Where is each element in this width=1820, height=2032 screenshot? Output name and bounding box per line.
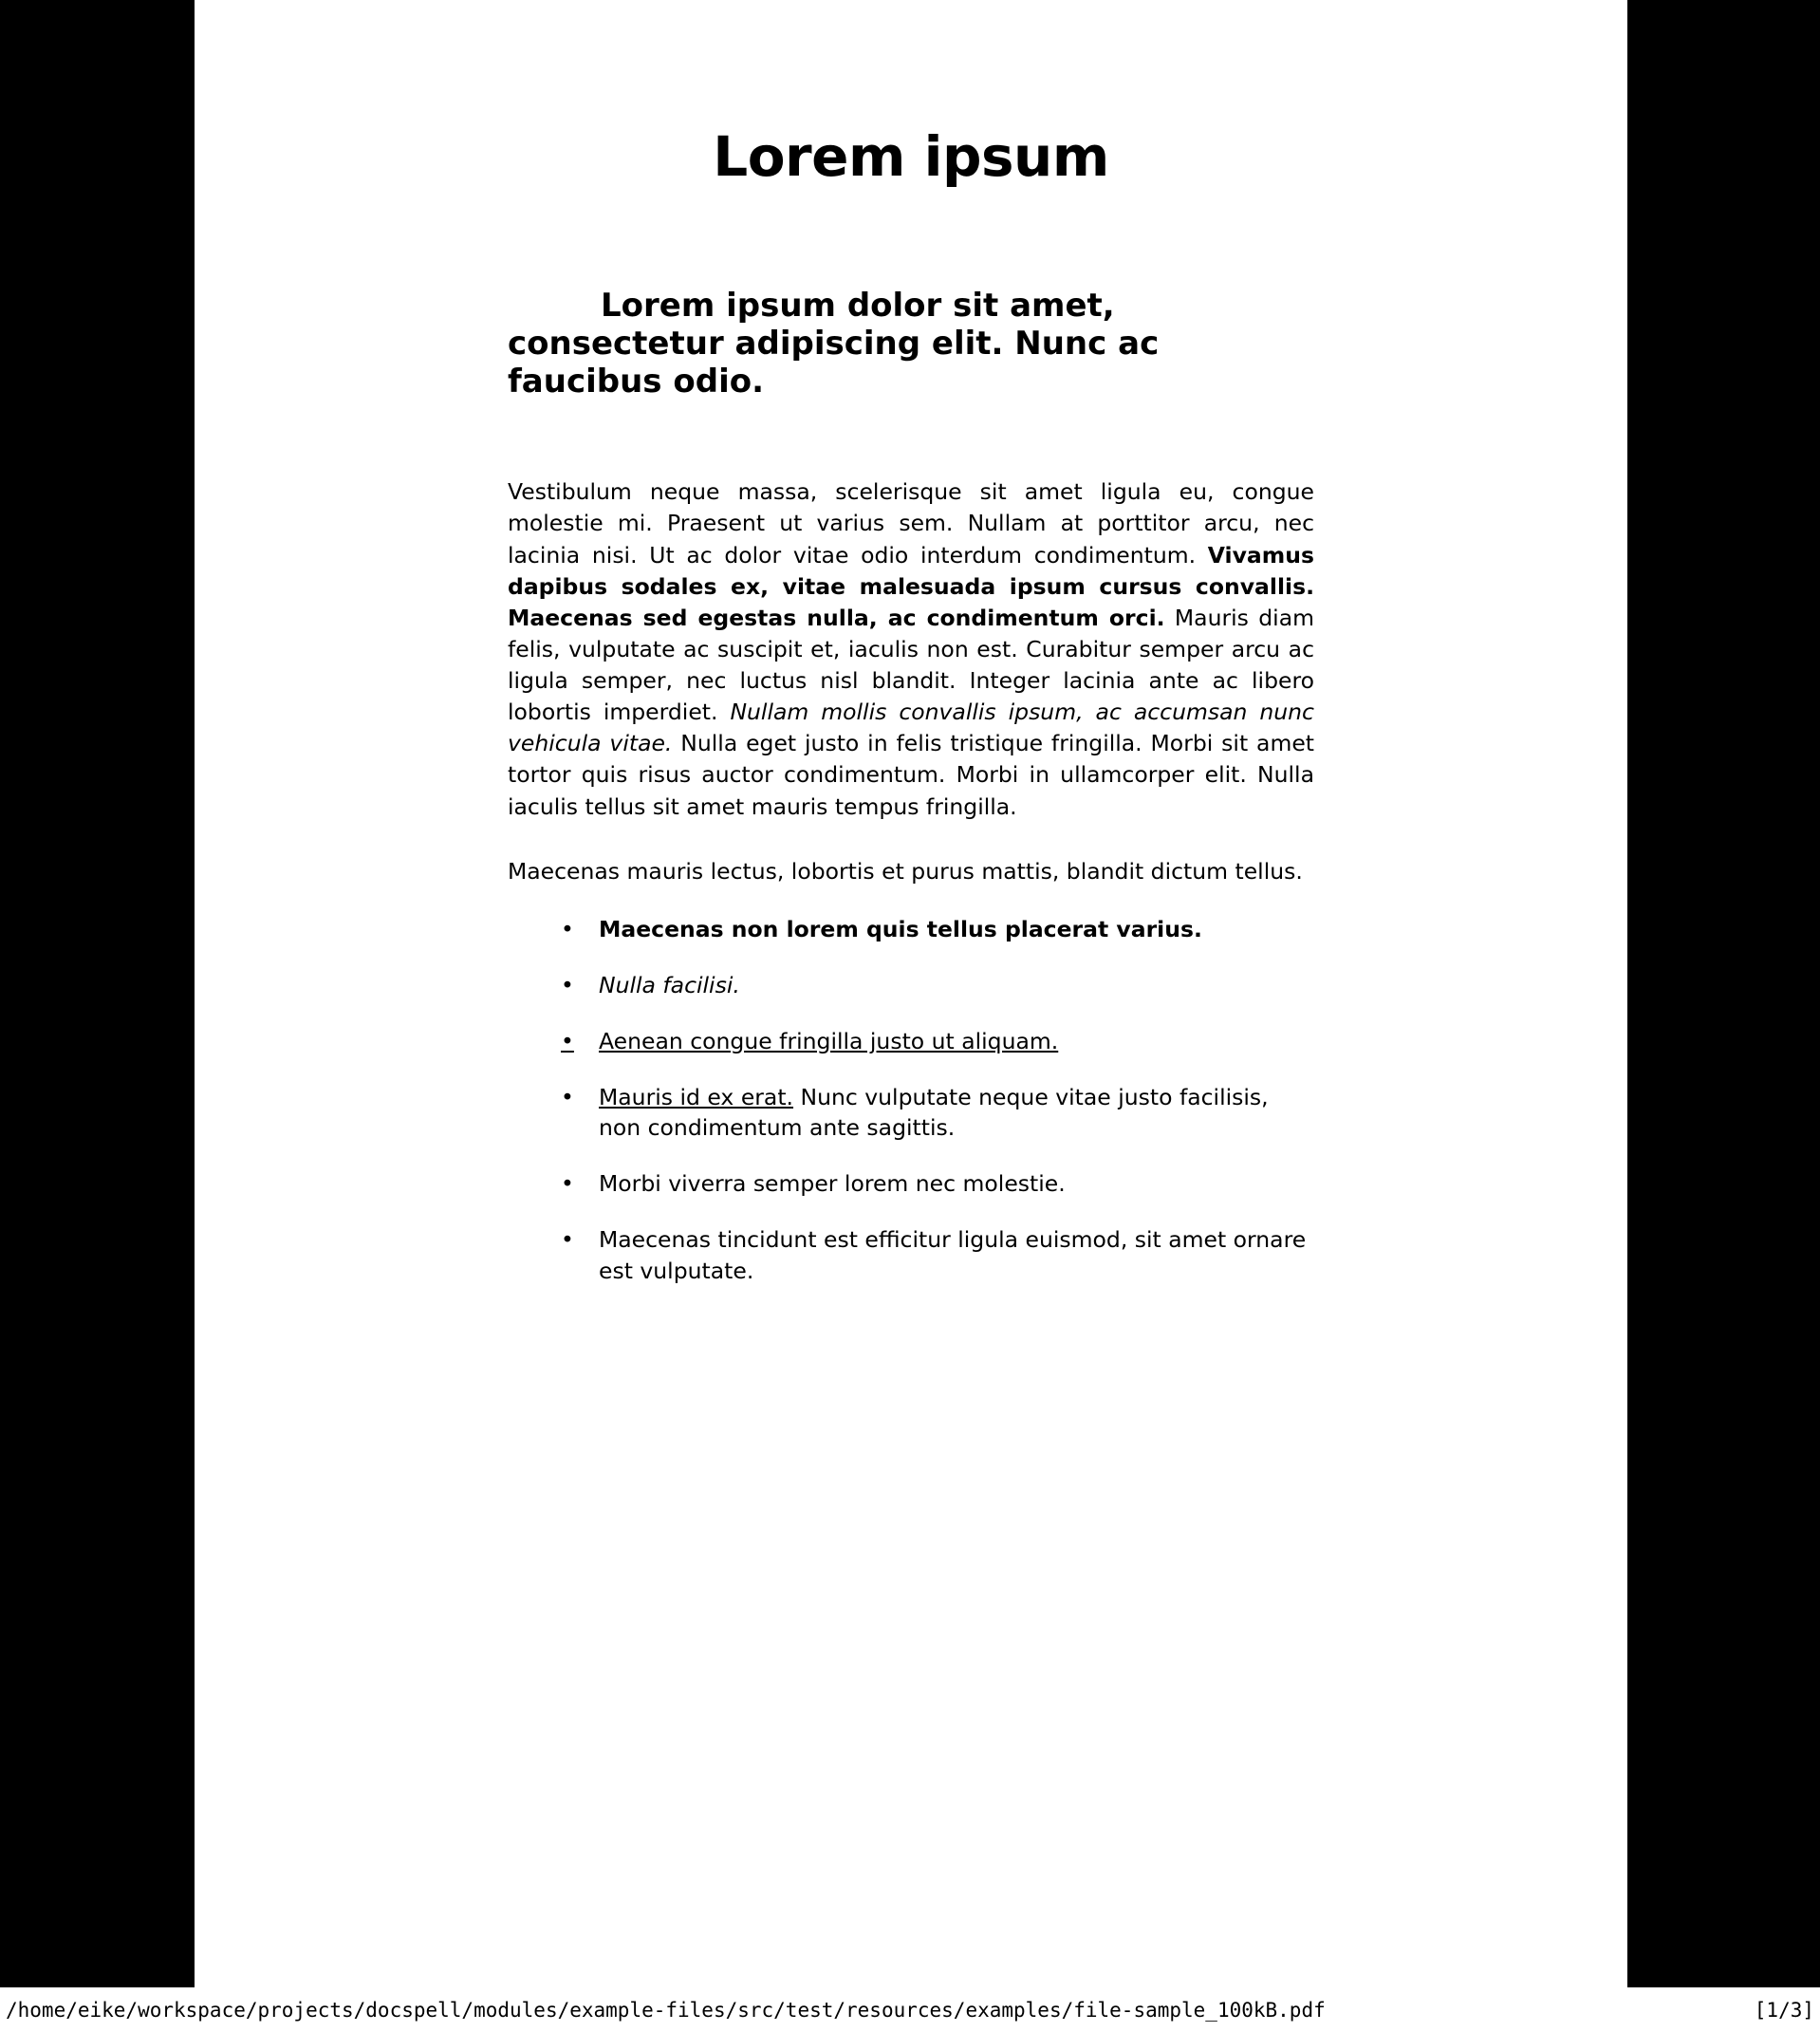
list-item-text: Morbi viverra semper lorem nec molestie. bbox=[599, 1170, 1066, 1198]
list-item bbox=[508, 1168, 1314, 1200]
file-path: /home/eike/workspace/projects/docspell/modules/example-files/src/test/resources/examples/file-sample_100kB.pdf bbox=[6, 1998, 1326, 2022]
document-subtitle: Lorem ipsum dolor sit amet, consectetur adipiscing elit. Nunc ac faucibus odio. bbox=[508, 287, 1160, 401]
paragraph-1-part-3: Nulla eget justo in felis tristique fringilla. Morbi sit amet tortor quis risus auctor condimentum. Morbi in ullamcorper elit. Nulla iaculis tellus sit amet mauris tempus fringilla. bbox=[508, 730, 1315, 820]
list-item-lead: Mauris id ex erat. bbox=[599, 1083, 794, 1110]
page-title: Lorem ipsum bbox=[713, 124, 1109, 189]
list-item-text: Nulla facilisi. bbox=[599, 971, 740, 998]
list-item bbox=[508, 970, 1314, 1001]
status-bar bbox=[0, 1987, 1820, 2032]
bullet-icon: • bbox=[561, 971, 574, 998]
list-item bbox=[508, 1026, 1314, 1057]
body-paragraph-2: Maecenas mauris lectus, lobortis et purus mattis, blandit dictum tellus. bbox=[508, 857, 1303, 885]
bullet-icon: • bbox=[561, 1226, 574, 1254]
list-item bbox=[508, 914, 1314, 945]
body-paragraph-1 bbox=[508, 401, 1314, 822]
document-page bbox=[195, 0, 1627, 1987]
page-indicator: [1/3] bbox=[1754, 1998, 1814, 2022]
paragraph-1-italic-1: Nullam mollis convallis ipsum, ac accumsan nunc vehicula vitae. bbox=[508, 699, 1314, 757]
list-item-text: Aenean congue fringilla justo ut aliquam. bbox=[599, 1027, 1059, 1054]
list-item bbox=[508, 1224, 1314, 1287]
paragraph-1-part-2: Mauris diam felis, vulputate ac suscipit et, iaculis non est. Curabitur semper arcu ac ligula semper, nec luctus nisl blandit. Integer lacinia ante ac libero lobortis imperdiet. bbox=[508, 604, 1314, 726]
list-item-text: Maecenas tincidunt est efficitur ligula euismod, sit amet ornare est vulputate. bbox=[599, 1226, 1307, 1285]
page-content bbox=[195, 0, 1627, 1287]
list-item-text: Nunc vulputate neque vitae justo facilisis, non condimentum ante sagittis. bbox=[599, 1083, 1269, 1142]
bullet-icon: • bbox=[561, 1083, 574, 1110]
bullet-list bbox=[508, 887, 1314, 1287]
bullet-icon: • bbox=[561, 915, 574, 942]
list-item bbox=[508, 1082, 1314, 1145]
list-item-text: Maecenas non lorem quis tellus placerat varius. bbox=[599, 915, 1202, 942]
bullet-icon: • bbox=[561, 1027, 574, 1054]
paragraph-1-bold-1: Vivamus dapibus sodales ex, vitae malesuada ipsum cursus convallis. Maecenas sed egestas nulla, ac condimentum orci. bbox=[508, 541, 1314, 631]
bullet-icon: • bbox=[561, 1170, 574, 1198]
paragraph-1-part-1: Vestibulum neque massa, scelerisque sit amet ligula eu, congue molestie mi. Praesent ut varius sem. Nullam at porttitor arcu, nec lacinia nisi. Ut ac dolor vitae odio interdum condimentum. bbox=[508, 478, 1314, 569]
